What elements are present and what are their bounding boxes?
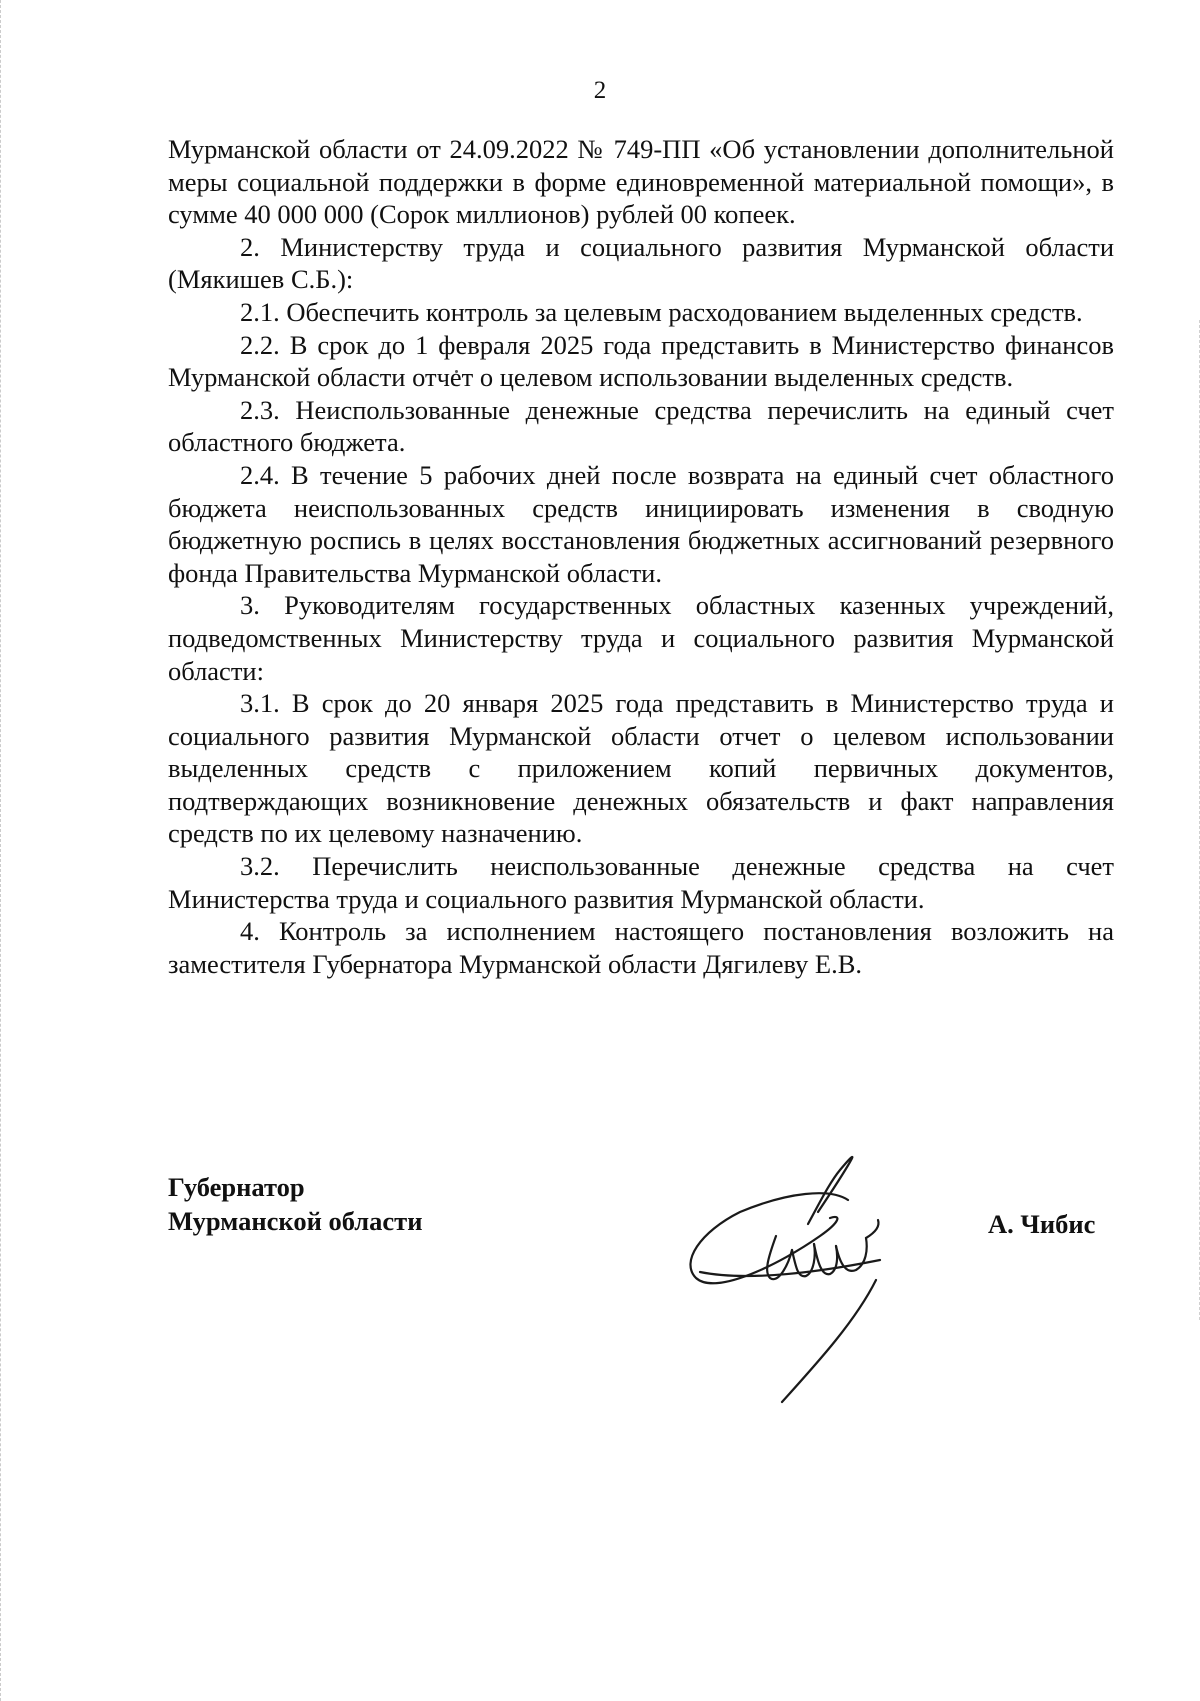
paragraph-3-2: 3.2. Перечислить неиспользованные денежные средства на счет Министерства труда и социального развития Мурманской области. — [168, 851, 1114, 914]
paragraph-intro: Мурманской области от 24.09.2022 № 749-ПП «Об установлении дополнительной меры социальной поддержки в форме единовременной материальной помощи», в сумме 40 000 000 (Сорок миллионов) рублей 00 копеек. — [168, 134, 1114, 230]
paragraph-3: 3. Руководителям государственных областных казенных учреждений, подведомственных Министерству труда и социального развития Мурманской области: — [168, 590, 1114, 686]
signer-name: А. Чибис — [988, 1209, 1096, 1239]
document-body — [168, 133, 1114, 980]
paragraph-2-4: 2.4. В течение 5 рабочих дней после возврата на единый счет областного бюджета неиспользованных средств инициировать изменения в сводную бюджетную роспись в целях восстановления бюджетных ассигнований резервного фонда Правительства Мурманской области. — [168, 459, 1114, 588]
paragraph-2-2: 2.2. В срок до 1 февраля 2025 года представить в Министерство финансов Мурманской области отчет о целевом использовании выделенных средств. — [168, 329, 1114, 393]
scan-edge-left — [0, 0, 3, 1701]
signatory-title — [168, 1170, 422, 1238]
signatory-title-line-2: Мурманской области — [168, 1206, 423, 1236]
paragraph-2: 2. Министерству труда и социального развития Мурманской области (Мякишев С.Б.): — [168, 231, 1114, 295]
paragraph-3-1: 3.1. В срок до 20 января 2025 года представить в Министерство труда и социального развития Мурманской области отчет о целевом использовании выделенных средств с приложением копий первичных документов, подтверждающих возникновение денежных обязательств и факт направления средств по их целевому назначению. — [168, 688, 1114, 849]
page-number: 2 — [593, 77, 607, 104]
paragraph-2-1: 2.1. Обеспечить контроль за целевым расходованием выделенных средств. — [240, 296, 1083, 327]
paragraph-4: 4. Контроль за исполнением настоящего постановления возложить на заместителя Губернатора Мурманской области Дягилеву Е.В. — [168, 916, 1114, 979]
handwritten-signature — [680, 1140, 940, 1410]
signatory-title-line-1: Губернатор — [168, 1172, 305, 1202]
paragraph-2-3: 2.3. Неиспользованные денежные средства перечислить на единый счет областного бюджета. — [168, 394, 1114, 458]
